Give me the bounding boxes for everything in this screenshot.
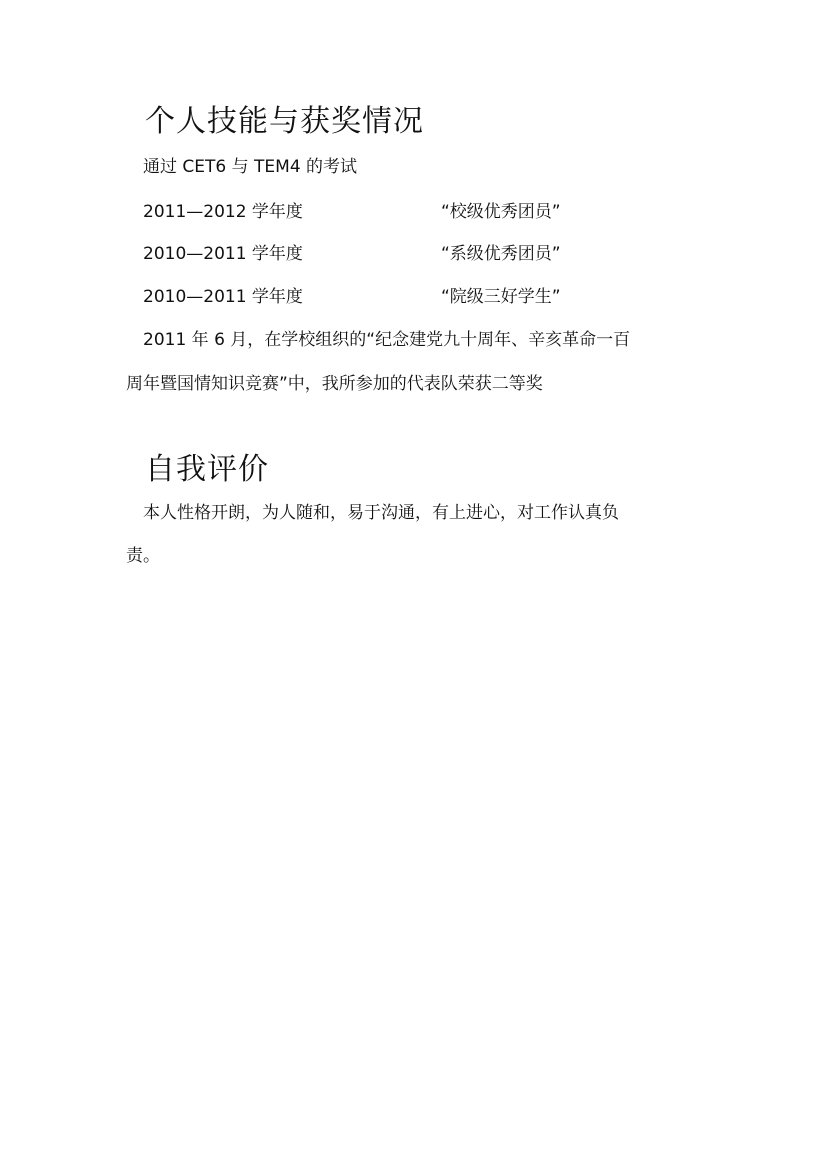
award-year: 2010—2011 学年度 (143, 287, 303, 307)
award-title: “系级优秀团员” (441, 244, 561, 264)
self-eval-line-2: 责。 (126, 546, 160, 566)
award-year: 2010—2011 学年度 (143, 244, 303, 264)
self-eval-line-1: 本人性格开朗，为人随和，易于沟通，有上进心，对工作认真负 (143, 503, 619, 523)
award-year: 2011—2012 学年度 (143, 202, 303, 222)
award-row (143, 286, 603, 308)
award-title: “院级三好学生” (441, 287, 561, 307)
competition-line-2: 周年暨国情知识竞赛”中，我所参加的代表队荣获二等奖 (126, 374, 543, 394)
award-title: “校级优秀团员” (441, 202, 561, 222)
award-row (143, 243, 603, 265)
skills-section-title: 个人技能与获奖情况 (145, 104, 424, 139)
self-eval-section-title: 自我评价 (145, 452, 269, 487)
exam-line: 通过 CET6 与 TEM4 的考试 (143, 157, 358, 177)
award-row (143, 201, 603, 223)
competition-line-1: 2011 年 6 月，在学校组织的“纪念建党九十周年、辛亥革命一百 (143, 330, 631, 350)
